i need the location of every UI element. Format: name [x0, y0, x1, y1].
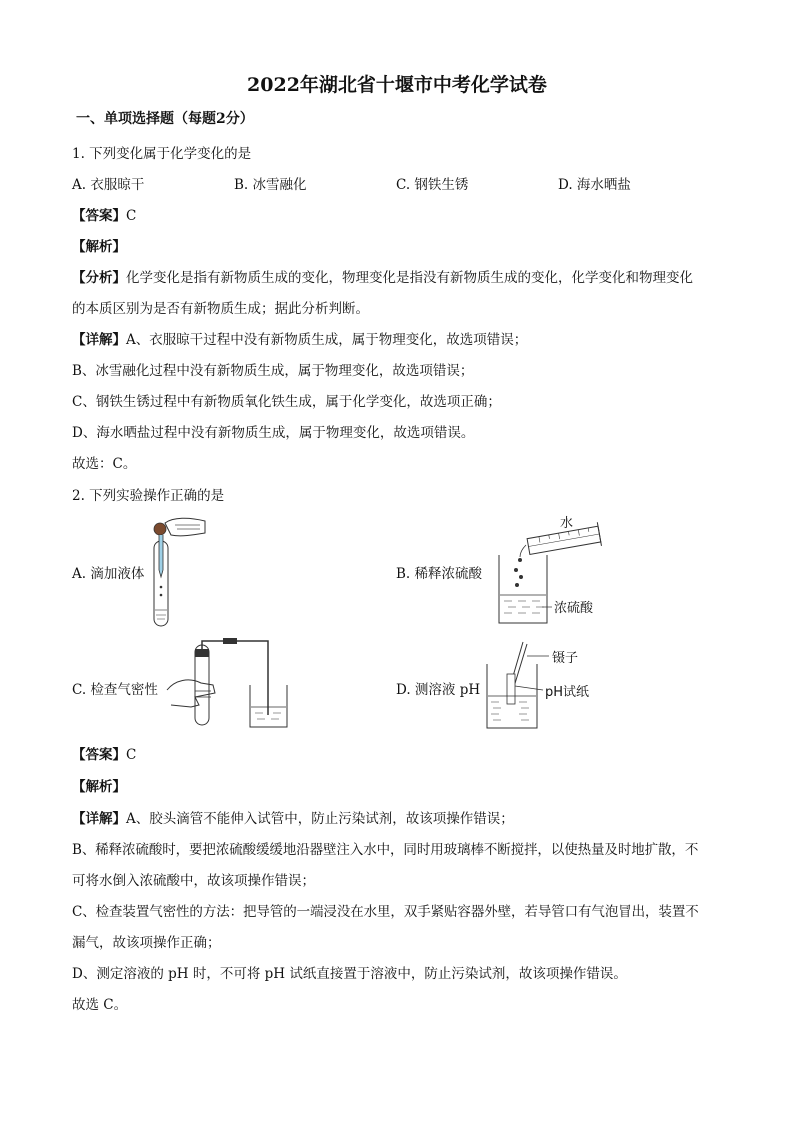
- answer-value: C: [126, 208, 137, 224]
- q2-detail-a: [72, 807, 514, 827]
- q1-option-c: C. 钢铁生锈: [396, 177, 469, 193]
- q1-analysis-tag: 【解析】: [72, 239, 126, 255]
- fig-d-label-tweezers: 镊子: [552, 651, 579, 666]
- q2-detail-b-line1: B、稀释浓硫酸时，要把浓硫酸缓缓地沿器壁注入水中，同时用玻璃棒不断搅拌，以使热量及时地扩散，不: [72, 842, 699, 858]
- answer-tag: 【答案】: [72, 208, 126, 224]
- answer-tag: 【答案】: [72, 747, 126, 763]
- q2-option-b: B. 稀释浓硫酸: [396, 566, 483, 582]
- q1-option-b: B. 冰雪融化: [234, 177, 307, 193]
- q2-option-c: C. 检查气密性: [72, 682, 158, 698]
- fenxi-text: 化学变化是指有新物质生成的变化，物理变化是指没有新物质生成的变化，化学变化和物理变化: [126, 270, 693, 286]
- fig-d-label-ph-paper: pH试纸: [545, 685, 590, 700]
- q2-answer: [72, 743, 136, 763]
- q2-option-d: D. 测溶液 pH: [396, 682, 481, 698]
- q1-fenxi-line2: 的本质区别为是否有新物质生成；据此分析判断。: [72, 301, 369, 317]
- q1-detail-d: D、海水晒盐过程中没有新物质生成，属于物理变化，故选项错误。: [72, 425, 475, 441]
- detail-text: A、胶头滴管不能伸入试管中，防止污染试剂，故该项操作错误；: [126, 811, 514, 827]
- q2-conclusion: 故选 C。: [72, 997, 128, 1013]
- figure-dropper-test-tube: [145, 515, 210, 630]
- q1-detail-b: B、冰雪融化过程中没有新物质生成，属于物理变化，故选项错误；: [72, 363, 474, 379]
- detail-text: A、衣服晾干过程中没有新物质生成，属于物理变化，故选项错误；: [126, 332, 528, 348]
- figure-ph-test: [485, 640, 610, 735]
- detail-tag: 【详解】: [72, 332, 126, 348]
- q1-answer: [72, 204, 136, 224]
- fig-b-label-water: 水: [560, 516, 574, 531]
- q1-conclusion: 故选：C。: [72, 456, 137, 472]
- q2-analysis-tag: 【解析】: [72, 779, 126, 795]
- q2-option-a: A. 滴加液体: [72, 566, 145, 582]
- q1-detail-a: [72, 328, 527, 348]
- q1-fenxi-line1: [72, 266, 693, 286]
- detail-tag: 【详解】: [72, 811, 126, 827]
- q1-detail-c: C、钢铁生锈过程中有新物质氧化铁生成，属于化学变化，故选项正确；: [72, 394, 501, 410]
- fig-b-label-acid: 浓硫酸: [554, 601, 594, 616]
- figure-airtightness-check: [165, 635, 305, 735]
- q2-detail-d: D、测定溶液的 pH 时，不可将 pH 试纸直接置于溶液中，防止污染试剂，故该项操作错误。: [72, 966, 627, 982]
- q1-option-d: D. 海水晒盐: [558, 177, 631, 193]
- q1-option-a: A. 衣服晾干: [72, 177, 145, 193]
- q2-detail-b-line2: 可将水倒入浓硫酸中，故该项操作错误；: [72, 873, 315, 889]
- page-title: 2022年湖北省十堰市中考化学试卷: [247, 74, 547, 96]
- figure-dilution-beaker: [490, 515, 615, 630]
- q1-stem: 1. 下列变化属于化学变化的是: [72, 146, 252, 162]
- q2-detail-c-line2: 漏气，故该项操作正确；: [72, 935, 221, 951]
- section-heading: 一、单项选择题（每题2分）: [76, 111, 254, 127]
- answer-value: C: [126, 747, 137, 763]
- q2-detail-c-line1: C、检查装置气密性的方法：把导管的一端浸没在水里，双手紧贴容器外壁，若导管口有气泡冒出，装置不: [72, 904, 699, 920]
- fenxi-tag: 【分析】: [72, 270, 126, 286]
- q2-stem: 2. 下列实验操作正确的是: [72, 488, 225, 504]
